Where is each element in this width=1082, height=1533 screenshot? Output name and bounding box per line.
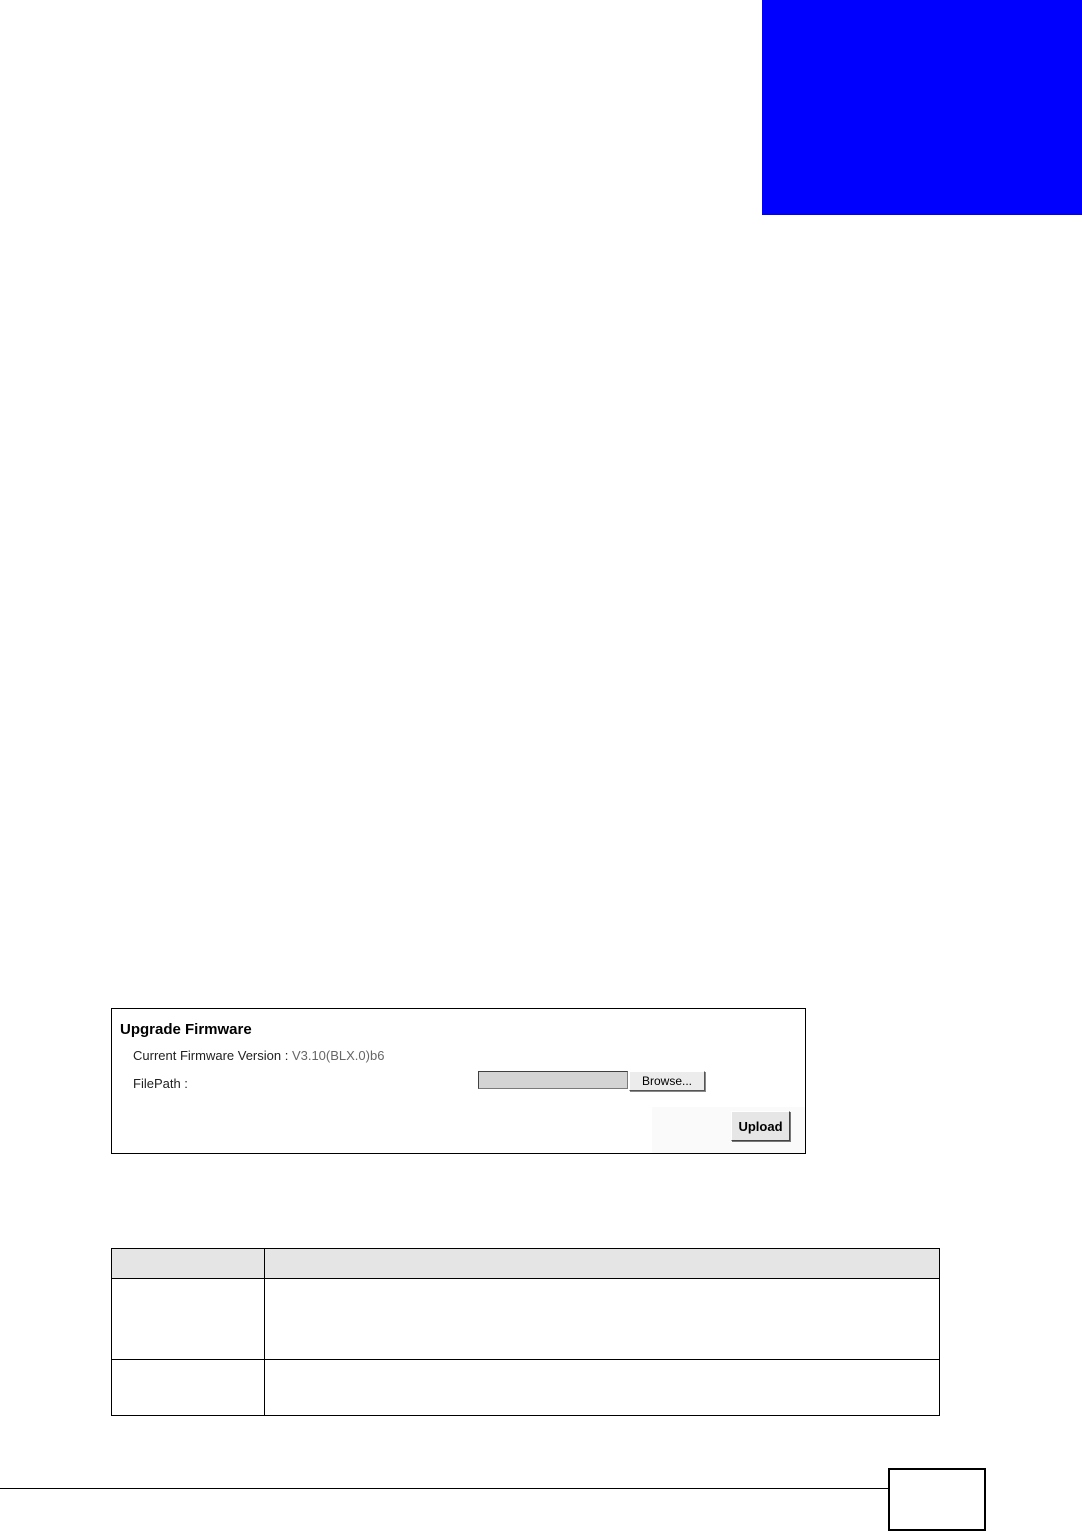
table-cell-description	[265, 1359, 940, 1415]
table-header-label	[112, 1249, 265, 1279]
current-firmware-label: Current Firmware Version :	[133, 1048, 292, 1063]
table-row	[112, 1279, 940, 1359]
chapter-tab	[762, 0, 1082, 215]
table-cell-label	[112, 1279, 265, 1359]
table-row	[112, 1359, 940, 1415]
table-header-description	[265, 1249, 940, 1279]
footer-rule	[0, 1488, 888, 1489]
table-cell-label	[112, 1359, 265, 1415]
page-number-box	[888, 1468, 986, 1531]
current-firmware-row	[133, 1048, 384, 1063]
filepath-label: FilePath :	[133, 1076, 188, 1091]
filepath-input[interactable]	[478, 1071, 628, 1089]
browse-button[interactable]: Browse...	[629, 1071, 705, 1091]
table-header-row	[112, 1249, 940, 1279]
upgrade-firmware-panel	[111, 1008, 806, 1154]
current-firmware-value: V3.10(BLX.0)b6	[291, 1048, 385, 1063]
table-cell-description	[265, 1279, 940, 1359]
panel-title: Upgrade Firmware	[120, 1021, 252, 1038]
field-description-table	[111, 1248, 940, 1416]
upload-button[interactable]: Upload	[731, 1111, 790, 1141]
